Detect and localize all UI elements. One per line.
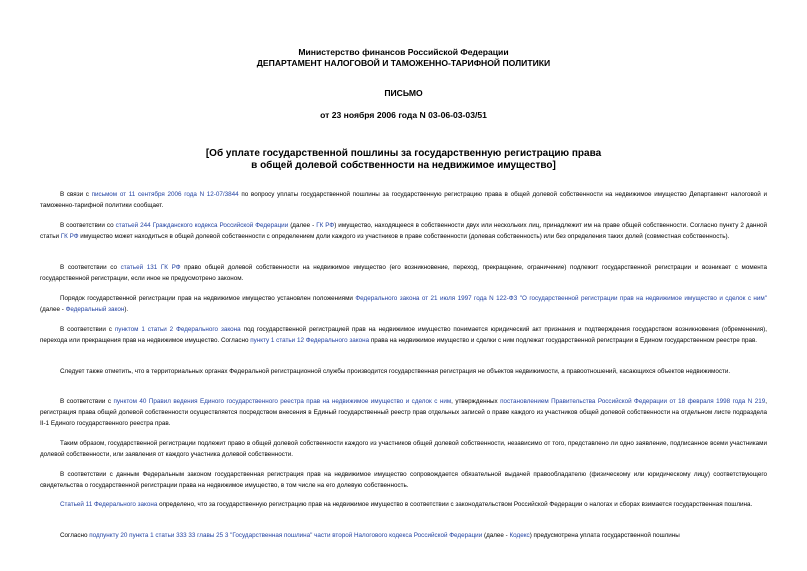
link-gk-rf[interactable]: ГК РФ (316, 222, 335, 229)
paragraph-4: Порядок государственной регистрации прав на недвижимое имущество установлен положениями Федерального закона от 21 июля 1997 года N 122-ФЗ "О государственной регистрации прав на недвижимое имущество и сделок с ним" (далее - Федеральный закон). (40, 295, 767, 313)
link-subparagraph-20[interactable]: подпункту 20 пункта 1 статьи 333 (89, 532, 187, 539)
department-name: ДЕПАРТАМЕНТ НАЛОГОВОЙ И ТАМОЖЕННО-ТАРИФНОЙ ПОЛИТИКИ (256, 58, 551, 68)
link-chapter-25[interactable]: 33 главы 25 (188, 532, 224, 539)
link-art12-p1[interactable]: пункту 1 статьи 12 Федерального закона (250, 337, 370, 344)
link-letter-2006[interactable]: письмом от 11 сентября 2006 года N 12-07/3844 (91, 191, 239, 198)
paragraph-10: Статьей 11 Федерального закона определено, что за государственную регистрацию прав на недвижимое имущество в соответствии с законодательством Российской Федерации о налогах и сборах взимается государственная пошлина. (60, 501, 753, 508)
paragraph-11: Согласно подпункту 20 пункта 1 статьи 333 33 главы 25 3 "Государственная пошлина" части второй Налогового кодекса Российской Федерации (далее - Кодекс) предусмотрена уплата государственной пошлины (60, 532, 680, 539)
link-tax-code[interactable]: 3 "Государственная пошлина" части второй Налогового кодекса Российской Федерации (224, 532, 483, 539)
link-federal-law-122[interactable]: Федерального закона от 21 июля 1997 года N 122-ФЗ "О государственной регистрации прав на недвижимое имущество и сделок с ним" (355, 295, 767, 302)
paragraph-1: В связи с письмом от 11 сентября 2006 года N 12-07/3844 по вопросу уплаты государственной пошлины за государственную регистрацию права в общей долевой собственности на недвижимое имущество Департамент налоговой и таможенно-тарифной политики сообщает. (40, 191, 767, 209)
document-type: ПИСЬМО (384, 88, 423, 98)
link-art2-p1[interactable]: пунктом 1 статьи 2 Федерального закона (114, 326, 241, 333)
document-date: от 23 ноября 2006 года N 03-06-03-03/51 (320, 110, 487, 120)
link-article-11[interactable]: Статьей 11 Федерального закона (60, 501, 158, 508)
subject-line-1: [Об уплате государственной пошлины за государственную регистрацию права (205, 148, 602, 159)
paragraph-3: В соответствии со статьей 131 ГК РФ право общей долевой собственности на недвижимое имущество (его возникновение, переход, прекращение, ограничение) подлежит государственной регистрации и возникает с момента государственной регистрации, если иное не предусмотрено законом. (40, 264, 767, 282)
paragraph-2: В соответствии со статьей 244 Гражданского кодекса Российской Федерации (далее - ГК РФ) имущество, находящееся в собственности двух или нескольких лиц, принадлежит им на праве общей собственности. Согласно пункту 2 данной статьи ГК РФ имущество может находиться в общей долевой собственности с определением доли каждого из участников в праве собственности (долевая собственность) или без определения таких долей (совместная собственность). (40, 222, 768, 240)
link-gk-rf-2[interactable]: ГК РФ (60, 233, 79, 240)
paragraph-7: В соответствии с пунктом 40 Правил ведения Единого государственного реестра прав на недвижимое имущество и сделок с ним, утвержденных постановлением Правительства Российской Федерации от 18 февраля 1998 года N 219, регистрация права общей долевой собственности осуществляется посредством внесения в Единый государственный реестр прав отдельных записей о праве каждого из участников общей долевой собственности на отдельном листе подраздела II-1 Единого государственного реестра прав. (40, 398, 768, 427)
subject-line-2: в общей долевой собственности на недвижимое имущество] (251, 160, 556, 171)
link-federal-law[interactable]: Федеральный закон (65, 306, 125, 313)
paragraph-5: В соответствии с пунктом 1 статьи 2 Федерального закона под государственной регистрацией прав на недвижимое имущество понимается юридический акт признания и подтверждения государством возникновения (обременения), перехода или прекращения прав на недвижимое имущество. Согласно пункту 1 статьи 12 Федерального закона права на недвижимое имущество и сделки с ним подлежат государственной регистрации в Едином государственном реестре прав. (40, 326, 767, 344)
paragraph-6: Следует также отметить, что в территориальных органах Федеральной регистрационной службы производится государственная регистрация не объектов недвижимости, а правоотношений, касающихся объектов недвижимости. (60, 368, 731, 375)
ministry-name: Министерство финансов Российской Федерации (298, 47, 509, 57)
link-kodeks[interactable]: Кодекс (509, 532, 530, 539)
link-article-131[interactable]: статьей 131 ГК РФ (120, 264, 181, 271)
link-government-decree-219[interactable]: постановлением Правительства Российской Федерации от 18 февраля 1998 года N 219 (500, 398, 766, 405)
paragraph-8: Таким образом, государственной регистрации подлежит право в общей долевой собственности каждого из участников общей долевой собственности, независимо от того, представлено ли одно заявление, подписанное всеми участниками долевой собственности, или заявления от каждого участника долевой собственности. (40, 440, 767, 458)
link-rules-p40[interactable]: пунктом 40 Правил ведения Единого государственного реестра прав на недвижимое имущество и сделок с ним (113, 398, 452, 405)
link-article-244[interactable]: статьей 244 Гражданского кодекса Российской Федерации (115, 222, 289, 229)
paragraph-9: В соответствии с данным Федеральным законом государственная регистрация прав на недвижимое имущество сопровождается обязательной выдачей правообладателю (физическому или юридическому лицу) соответствующего свидетельства о государственной регистрации права на недвижимое имущество, в том числе на его долевую собственность. (40, 471, 767, 489)
